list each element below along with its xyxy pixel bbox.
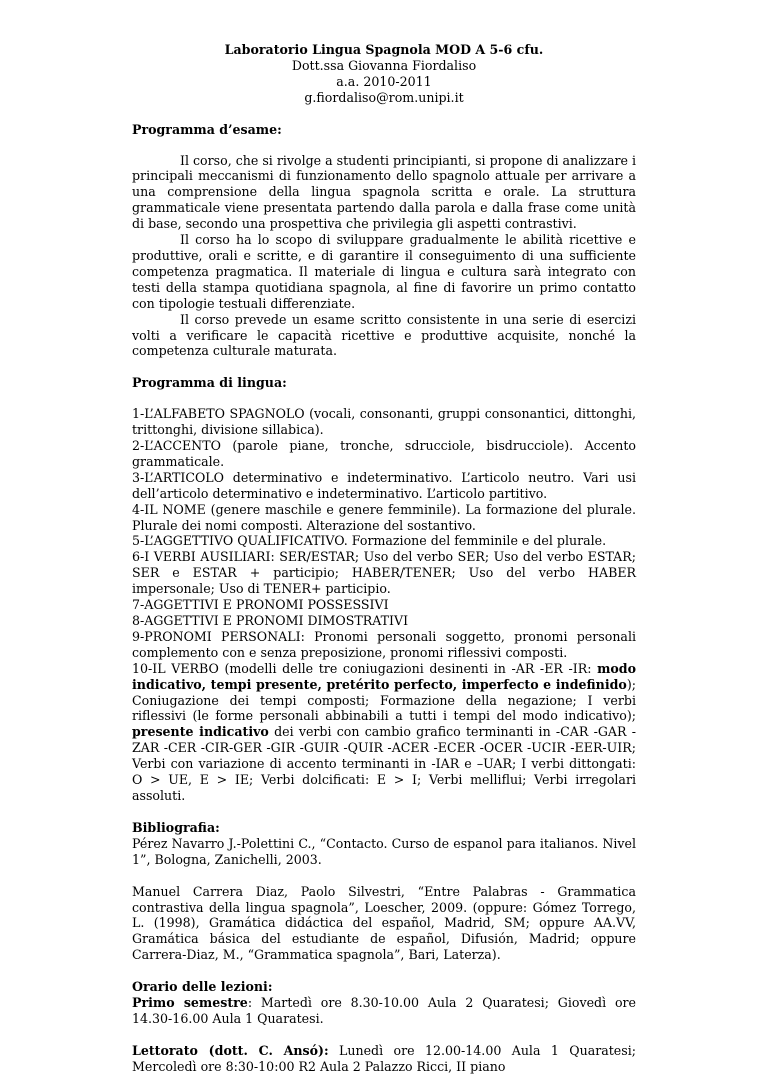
list-item: 4-IL NOME (genere maschile e genere femminile). La formazione del plurale. Plurale dei nomi composti. Alterazione del sostantivo. — [132, 501, 636, 533]
spacer — [132, 1027, 636, 1043]
exam-paragraph: Il corso ha lo scopo di sviluppare gradualmente le abilità ricettive e produttive, orali e scritte, e di garantire il conseguimento di una sufficiente competenza pragmatica. Il materiale di lingua e cultura sarà integrato con testi della stampa quotidiana spagnola, al fine di favorire un primo contatto con tipologie testuali differenziate. — [132, 232, 636, 311]
teacher-email: g.fiordaliso@rom.unipi.it — [304, 89, 464, 105]
language-heading: Programma di lingua: — [132, 375, 287, 391]
exam-heading: Programma d’esame: — [132, 121, 282, 137]
semester-label: Primo semestre — [132, 995, 248, 1011]
bibliography-heading: Bibliografia: — [132, 819, 220, 835]
list-item: 3-L’ARTICOLO determinativo e indeterminativo. L’articolo neutro. Vari usi dell’articolo determinativo e indeterminativo. L’articolo partitivo. — [132, 469, 636, 501]
exam-paragraph: Il corso, che si rivolge a studenti principianti, si propone di analizzare i principali meccanismi di funzionamento dello spagnolo attuale per arrivare a una comprensione della lingua spagnola scritta e orale. La struttura grammaticale viene presentata partendo dalla parola e dalla frase come unità di base, secondo una prospettiva che privilegia gli aspetti contrastivi. — [132, 152, 637, 232]
list-item: 5-L’AGGETTIVO QUALIFICATIVO. Formazione del femminile e del plurale. — [132, 533, 607, 549]
bibliography-entry: Manuel Carrera Diaz, Paolo Silvestri, “Entre Palabras - Grammatica contrastiva della lingua spagnola”, Loescher, 2009. (oppure: Gómez Torrego, L. (1998), Gramática didáctica del español, Madrid, SM; oppure AA.VV, Gramática básica del estudiante de español, Difusión, Madrid; oppure Carrera-Diaz, M., “Grammatica spagnola”, Bari, Laterza). — [132, 883, 636, 963]
schedule-heading: Orario delle lezioni: — [132, 979, 273, 995]
lettorato-label: Lettorato (dott. C. Ansó): — [132, 1042, 329, 1058]
semester-text: : Martedì ore 8.30-10.00 Aula 2 Quaratesi; Giovedì ore 14.30-16.00 Aula 1 Quaratesi. — [132, 995, 636, 1026]
list-item: 8-AGGETTIVI E PRONOMI DIMOSTRATIVI — [132, 613, 409, 628]
schedule-semester — [132, 995, 636, 1027]
teacher-name: Dott.ssa Giovanna Fiordaliso — [291, 57, 477, 73]
verb-bold-text: modo indicativo, tempi presente, pretérito perfecto, imperfecto e indefinido — [132, 660, 636, 692]
bibliography-entry: Pérez Navarro J.-Polettini C., “Contacto. Curso de espanol para italianos. Nivel 1”, Bologna, Zanichelli, 2003. — [132, 835, 636, 867]
language-list — [132, 406, 636, 804]
exam-paragraph: Il corso prevede un esame scritto consistente in una serie di esercizi volti a verificare le capacità ricettive e produttive acquisite, nonché la competenza culturale maturata. — [132, 311, 636, 359]
verb-text: dei verbi con cambio grafico terminanti in -CAR -GAR -ZAR -CER -CIR-GER -GIR -GUIR -QUIR -ACER -ECER -OCER -UCIR -EER-UIR; Verbi con variazione di accento terminanti in -IAR e –UAR; I verbi dittongati: O > UE, E > IE; Verbi dolcificati: E > I; Verbi melliflui; Verbi irregolari assoluti. — [132, 724, 636, 803]
schedule-lettorato — [132, 1043, 636, 1075]
list-item: 9-PRONOMI PERSONALI: Pronomi personali soggetto, pronomi personali complemento con e senza preposizione, pronomi riflessivi composti. — [132, 628, 636, 660]
list-item: 2-L’ACCENTO (parole piane, tronche, sdrucciole, bisdrucciole). Accento grammaticale. — [132, 438, 636, 469]
list-item: 6-I VERBI AUSILIARI: SER/ESTAR; Uso del verbo SER; Uso del verbo ESTAR; SER e ESTAR + participio; HABER/TENER; Uso del verbo HABER impersonale; Uso di TENER+ participio. — [132, 549, 636, 597]
lettorato-text: Lunedì ore 12.00-14.00 Aula 1 Quaratesi; Mercoledì ore 8:30-10:00 R2 Aula 2 Palazzo Ricci, II piano — [132, 1042, 636, 1074]
spacer — [132, 868, 636, 884]
list-item: 1-L’ALFABETO SPAGNOLO (vocali, consonanti, gruppi consonantici, dittonghi, trittonghi, divisione sillabica). — [132, 406, 636, 438]
list-item: 7-AGGETTIVI E PRONOMI POSSESSIVI — [132, 597, 389, 613]
document-header — [132, 42, 636, 106]
verb-bold-text: presente indicativo — [132, 724, 269, 740]
list-item-verb — [132, 661, 636, 804]
exam-section — [132, 153, 636, 360]
academic-year: a.a. 2010-2011 — [336, 73, 432, 89]
verb-text: 10-IL VERBO (modelli delle tre coniugazioni desinenti in -AR -ER -IR: — [132, 660, 598, 676]
course-title: Laboratorio Lingua Spagnola MOD A 5-6 cfu. — [224, 42, 544, 57]
document-page — [132, 42, 636, 1075]
verb-text: ); Coniugazione dei tempi composti; Formazione della negazione; I verbi riflessivi (le forme personali abbinabili a tutti i tempi del modo indicativo); — [132, 676, 636, 724]
